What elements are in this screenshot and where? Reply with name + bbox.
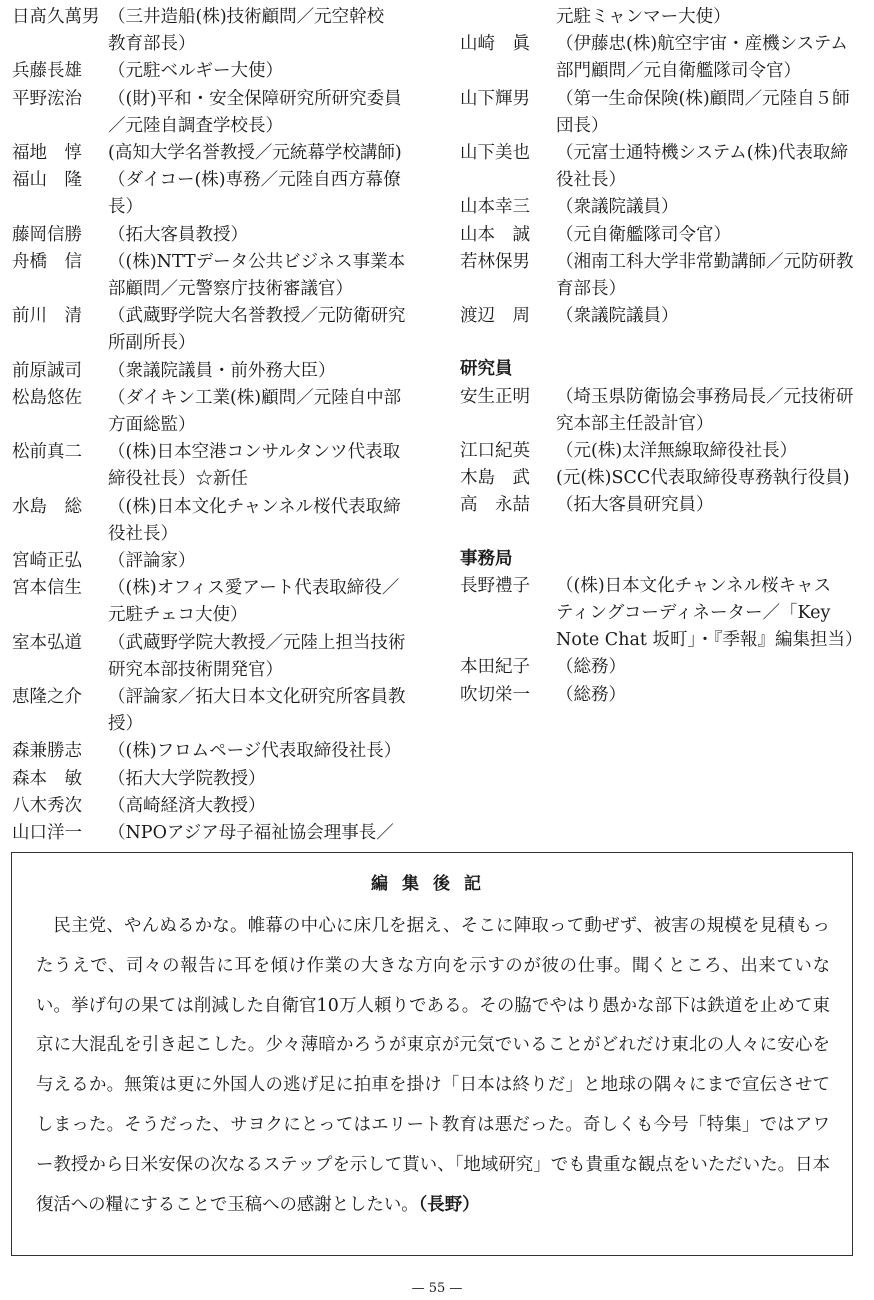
affiliation-line: （(株)日本文化チャンネル桜代表取締	[108, 496, 401, 517]
member-name: 水島 総	[12, 496, 82, 517]
member-entry	[460, 249, 870, 303]
affiliation-line: （高崎経済大教授）	[108, 795, 266, 816]
member-affiliation	[556, 492, 870, 519]
member-name: 福山 隆	[12, 170, 82, 191]
member-affiliation	[108, 766, 427, 793]
affiliation-line: （三井造船(株)技術顧問／元空幹校	[108, 7, 385, 27]
member-name: 山崎 眞	[460, 34, 530, 55]
member-affiliation	[108, 303, 427, 357]
member-entry	[12, 385, 427, 439]
afterword-text: 民主党、やんぬるかな。帷幕の中心に床几を据え、そこに陣取って動ぜず、被害の規模を見積もったうえで、司々の報告に耳を傾け作業の大きな方向を示すのが彼の仕事。聞くところ、出来ていない。挙げ句の果ては削減した自衛官10万人頼りである。その脇でやはり愚かな部下は鉄道を止めて東京に大混乱を引き起こした。少々薄暗かろうが東京が元気でいることがどれだけ東北の人々に安心を与えるか。無策は更に外国人の逃げ足に拍車を掛け「日本は終りだ」と地球の隅々にまで宣伝させてしまった。そうだった、サヨクにとってはエリート教育は悪だった。奇しくも今号「特集」ではアワー教授から日米安保の次なるステップを示して貰い、「地域研究」でも貴重な観点をいただいた。日本復活への糧にすることで玉稿への感謝としたい。	[36, 916, 830, 1215]
affiliation-line: 役社長）	[108, 523, 178, 544]
afterword-title: 編集後記	[371, 874, 495, 894]
member-name: 山下輝男	[460, 88, 530, 109]
member-entry	[12, 140, 427, 167]
member-name: 宮本信生	[12, 578, 82, 599]
member-name: 室本弘道	[12, 632, 82, 653]
affiliation-line: （伊藤忠(株)航空宇宙・産機システム	[556, 34, 848, 55]
member-affiliation	[556, 465, 870, 492]
affiliation-line: （(株)日本文化チャンネル桜キャス	[556, 575, 832, 596]
member-entry	[460, 222, 870, 249]
affiliation-line: (高知大学名誉教授／元統幕学校講師)	[108, 143, 402, 164]
member-affiliation	[108, 140, 427, 167]
member-name: 福地 惇	[12, 143, 82, 164]
member-entry	[12, 738, 427, 765]
member-entry	[460, 384, 870, 438]
member-affiliation	[556, 303, 870, 330]
member-affiliation	[556, 654, 870, 681]
member-entry	[12, 86, 427, 140]
member-affiliation	[108, 222, 427, 249]
member-list	[460, 31, 870, 330]
secretariat-list	[460, 573, 870, 709]
member-entry	[12, 167, 427, 221]
member-affiliation	[108, 820, 427, 847]
affiliation-line: （湘南工科大学非常勤講師／元防研教	[556, 251, 854, 272]
affiliation-line: 部門顧問／元自衛艦隊司令官）	[556, 61, 801, 82]
member-entry	[12, 630, 427, 684]
affiliation-line: （元自衛艦隊司令官）	[556, 224, 731, 245]
researchers-heading: 研究員	[460, 359, 513, 380]
member-entry	[12, 222, 427, 249]
member-affiliation	[556, 140, 870, 194]
member-entry	[12, 793, 427, 820]
affiliation-line: （衆議院議員・前外務大臣）	[108, 360, 336, 381]
member-name: 平野浤治	[12, 88, 82, 109]
member-name: 山本 誠	[460, 224, 530, 245]
affiliation-line: （埼玉県防衛協会事務局長／元技術研	[556, 386, 854, 407]
member-affiliation	[108, 58, 427, 85]
affiliation-line: （第一生命保険(株)顧問／元陸自５師	[556, 88, 850, 109]
member-entry	[12, 358, 427, 385]
member-entry	[460, 654, 870, 681]
affiliation-line: （ダイキン工業(株)顧問／元陸自中部	[108, 387, 402, 408]
member-entry	[12, 494, 427, 548]
member-name: 山下美也	[460, 143, 530, 164]
member-name: 藤岡信勝	[12, 224, 82, 245]
member-entry	[12, 766, 427, 793]
affiliation-line: (元(株)SCC代表取締役専務執行役員)	[556, 468, 850, 489]
afterword-signature: （長野）	[418, 1194, 480, 1215]
member-name: 山口洋一	[12, 823, 82, 844]
member-affiliation	[108, 684, 427, 738]
member-entry	[460, 194, 870, 221]
member-name: 長野禮子	[460, 575, 530, 596]
member-name: 八木秀次	[12, 795, 82, 816]
member-affiliation	[556, 31, 870, 85]
member-list-right	[460, 4, 870, 709]
affiliation-line: 部顧問／元警察庁技術審議官）	[108, 279, 353, 300]
member-affiliation	[108, 548, 427, 575]
member-entry	[12, 4, 427, 58]
affiliation-line: （(株)オフィス愛アート代表取締役／	[108, 578, 400, 599]
member-name: 木島 武	[460, 468, 530, 489]
affiliation-line: 元駐チェコ大使）	[108, 605, 248, 626]
afterword-box	[11, 852, 853, 1256]
entry-continuation: 元駐ミャンマー大使）	[556, 7, 731, 27]
member-name: 日髙久萬男	[12, 7, 100, 27]
member-name: 前川 清	[12, 306, 82, 327]
member-entry	[460, 465, 870, 492]
affiliation-line: （元駐ベルギー大使）	[108, 61, 283, 82]
member-name: 若林保男	[460, 251, 530, 272]
member-affiliation	[108, 494, 427, 548]
member-name: 高 永喆	[460, 495, 530, 516]
member-entry	[12, 575, 427, 629]
affiliation-line: 究本部主任設計官）	[556, 413, 714, 434]
affiliation-line: （(株)フロムページ代表取締役社長）	[108, 741, 402, 762]
member-entry	[460, 682, 870, 709]
member-affiliation	[108, 385, 427, 439]
member-entry	[12, 249, 427, 303]
member-affiliation	[556, 438, 870, 465]
member-name: 吹切栄一	[460, 684, 530, 705]
member-affiliation	[108, 167, 427, 221]
member-affiliation	[556, 682, 870, 709]
afterword-body	[36, 907, 830, 1225]
member-affiliation	[556, 222, 870, 249]
affiliation-line: 育部長）	[556, 279, 626, 300]
member-name: 安生正明	[460, 386, 530, 407]
member-entry	[12, 439, 427, 493]
member-entry	[460, 492, 870, 519]
member-affiliation	[556, 194, 870, 221]
affiliation-line: 研究本部技術開発官）	[108, 659, 283, 680]
member-affiliation	[108, 630, 427, 684]
affiliation-line: Note Chat 坂町」・『季報』編集担当）	[556, 630, 863, 651]
researchers-list	[460, 384, 870, 520]
affiliation-line: （総務）	[556, 657, 626, 678]
member-name: 宮崎正弘	[12, 551, 82, 572]
affiliation-line: （ダイコー(株)専務／元陸自西方幕僚	[108, 170, 401, 191]
affiliation-line: 方面総監）	[108, 415, 196, 436]
affiliation-line: 授）	[108, 714, 143, 735]
affiliation-line: （拓大大学院教授）	[108, 768, 266, 789]
member-name: 渡辺 周	[460, 306, 530, 327]
affiliation-line: （(株)日本空港コンサルタンツ代表取	[108, 442, 401, 463]
page-number: — 55 —	[411, 1281, 463, 1296]
affiliation-line: 所副所長）	[108, 333, 196, 354]
member-name: 松前真二	[12, 442, 82, 463]
affiliation-line: 役社長）	[556, 170, 626, 191]
member-affiliation	[108, 738, 427, 765]
affiliation-line: （評論家）	[108, 551, 196, 572]
member-entry	[460, 31, 870, 85]
affiliation-line: 団長）	[556, 115, 609, 136]
affiliation-line: （NPOアジア母子福祉協会理事長／	[108, 823, 394, 844]
member-affiliation	[108, 793, 427, 820]
member-name: 森本 敏	[12, 768, 82, 789]
member-entry	[12, 58, 427, 85]
affiliation-line: （(財)平和・安全保障研究所研究委員	[108, 88, 402, 109]
member-affiliation	[108, 358, 427, 385]
member-affiliation	[556, 86, 870, 140]
affiliation-line: ティングコーディネーター／「Key	[556, 603, 831, 624]
member-affiliation	[556, 573, 870, 655]
member-entry	[460, 573, 870, 655]
affiliation-line: （(株)NTTデータ公共ビジネス事業本	[108, 251, 406, 272]
member-name: 舟橋 信	[12, 251, 82, 272]
member-affiliation	[108, 249, 427, 303]
member-name: 前原誠司	[12, 360, 82, 381]
affiliation-line: （元富士通特機システム(株)代表取締	[556, 143, 848, 164]
member-entry	[12, 820, 427, 847]
affiliation-line: 長）	[108, 197, 143, 218]
member-entry	[460, 140, 870, 194]
affiliation-line: 教育部長）	[108, 34, 196, 55]
affiliation-line: （拓大客員教授）	[108, 224, 248, 245]
member-affiliation	[108, 575, 427, 629]
member-affiliation	[108, 86, 427, 140]
member-entry	[460, 438, 870, 465]
member-entry	[12, 548, 427, 575]
member-name: 松島悠佐	[12, 387, 82, 408]
affiliation-line: （元(株)太洋無線取締役社長）	[556, 441, 798, 462]
affiliation-line: 締役社長）☆新任	[108, 469, 248, 490]
affiliation-line: （評論家／拓大日本文化研究所客員教	[108, 687, 406, 708]
affiliation-line: （武蔵野学院大名誉教授／元防衛研究	[108, 306, 406, 327]
secretariat-heading: 事務局	[460, 548, 513, 569]
member-affiliation	[556, 249, 870, 303]
affiliation-line: （衆議院議員）	[556, 197, 679, 218]
member-list-left	[12, 4, 427, 847]
member-entry	[12, 303, 427, 357]
member-affiliation	[556, 384, 870, 438]
member-name: 恵隆之介	[12, 687, 82, 708]
member-name: 江口紀英	[460, 441, 530, 462]
affiliation-line: （武蔵野学院大教授／元陸上担当技術	[108, 632, 406, 653]
member-name: 山本幸三	[460, 197, 530, 218]
member-affiliation	[108, 4, 427, 58]
member-entry	[12, 684, 427, 738]
affiliation-line: ／元陸自調査学校長）	[108, 115, 283, 136]
member-entry	[460, 303, 870, 330]
member-name: 兵藤長雄	[12, 61, 82, 82]
affiliation-line: （衆議院議員）	[556, 306, 679, 327]
affiliation-line: （拓大客員研究員）	[556, 495, 714, 516]
member-affiliation	[108, 439, 427, 493]
affiliation-line: （総務）	[556, 684, 626, 705]
member-entry	[460, 86, 870, 140]
member-name: 本田紀子	[460, 657, 530, 678]
member-name: 森兼勝志	[12, 741, 82, 762]
